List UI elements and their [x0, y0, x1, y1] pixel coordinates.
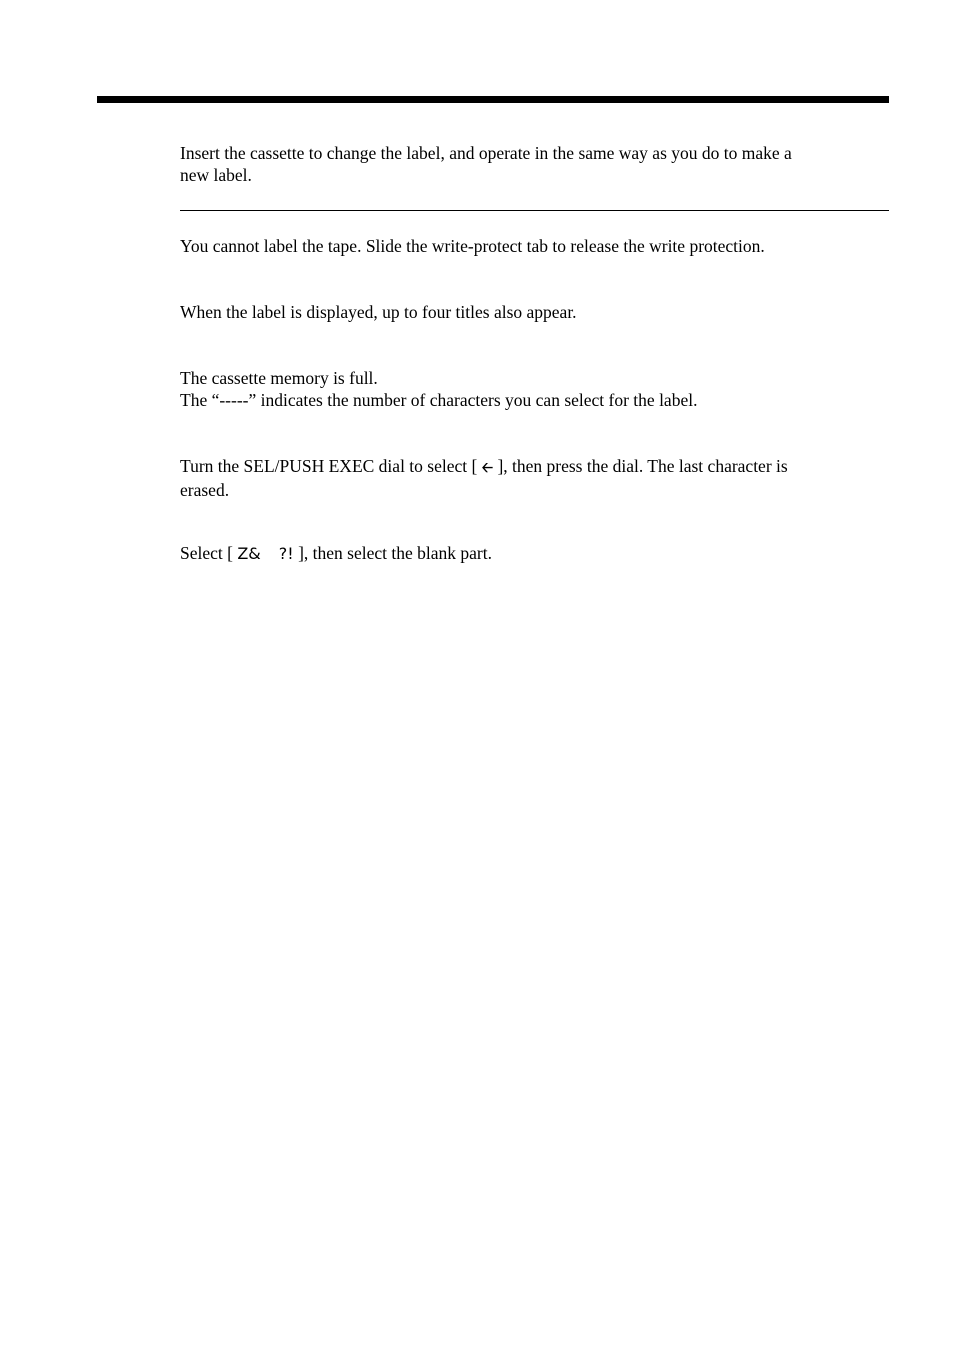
paragraph-line: The “-----” indicates the number of characters you can select for the label. — [180, 390, 698, 410]
paragraph-line: The cassette memory is full. — [180, 368, 378, 388]
paragraph-line: You cannot label the tape. Slide the write-protect tab to release the write protection. — [180, 236, 765, 256]
paragraph-line — [180, 455, 889, 479]
paragraph-change-label — [180, 142, 889, 186]
text-prefix: Turn the SEL/PUSH EXEC dial to select [ — [180, 456, 478, 476]
paragraph-line: When the label is displayed, up to four titles also appear. — [180, 302, 577, 322]
left-arrow-icon: 🡠 — [481, 460, 494, 476]
top-rule — [97, 96, 889, 103]
text-suffix: ], then select the blank part. — [298, 543, 492, 563]
text-prefix: Select [ — [180, 543, 233, 563]
paragraph-erase-character — [180, 455, 889, 501]
divider — [180, 210, 889, 211]
paragraph-select-blank — [180, 542, 889, 565]
symbols-letters: Z& — [237, 544, 261, 563]
paragraph-write-protect — [180, 235, 889, 257]
paragraph-line: Insert the cassette to change the label, and operate in the same way as you do to make a — [180, 143, 792, 163]
text-suffix: ], then press the dial. The last character is — [497, 456, 788, 476]
paragraph-line — [180, 542, 889, 565]
paragraph-line: erased. — [180, 480, 230, 500]
paragraph-memory-full — [180, 367, 889, 411]
paragraph-titles — [180, 301, 889, 323]
paragraph-line: new label. — [180, 165, 252, 185]
symbols-punctuation: ?! — [278, 544, 294, 563]
